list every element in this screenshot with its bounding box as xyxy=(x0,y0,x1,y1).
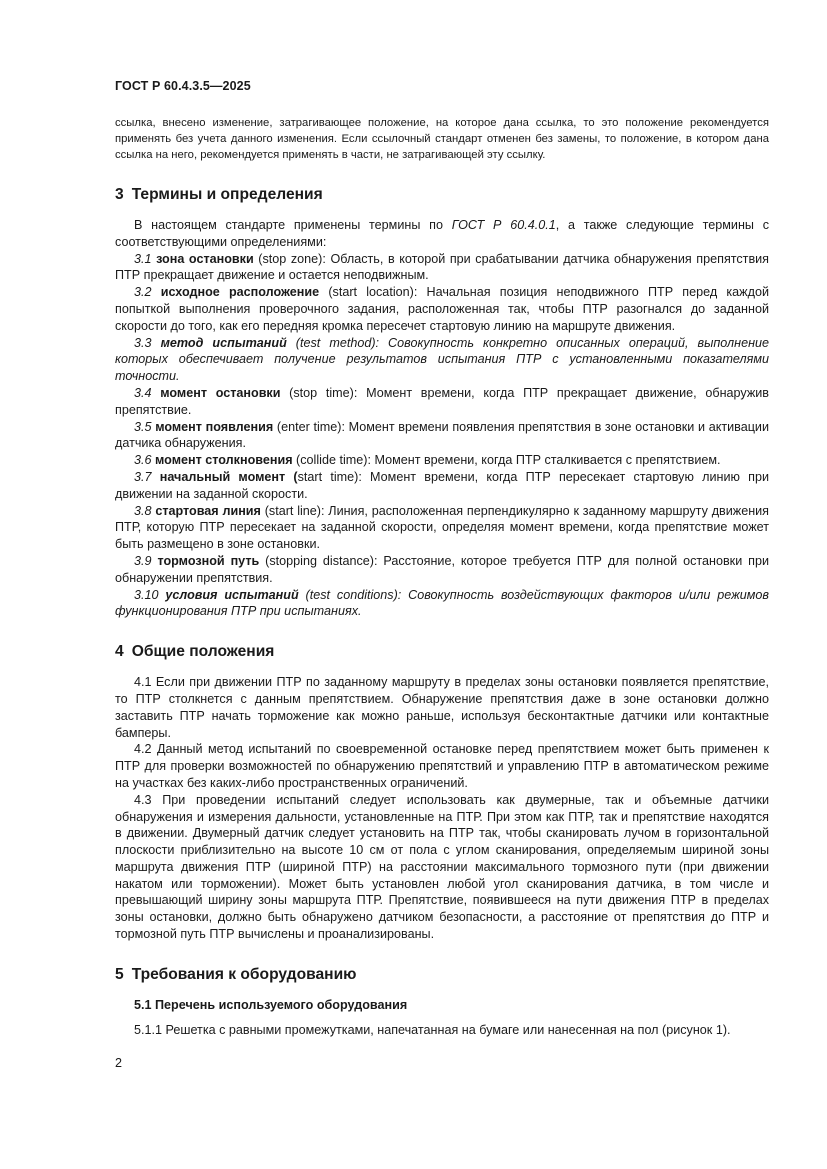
clause-paragraph: 5.1.1 Решетка с равными промежутками, напечатанная на бумаге или нанесенная на пол (рисунок 1). xyxy=(134,1022,731,1037)
section-title: Термины и определения xyxy=(131,186,323,203)
document-header: ГОСТ Р 60.4.3.5—2025 xyxy=(115,79,251,93)
term-entry: 3.1 зона остановки (stop zone): Область, в которой при срабатывании датчика обнаружения препятствия ПТР прекращает движение и остается неподвижным. xyxy=(115,251,769,283)
clause-paragraph: 4.1 Если при движении ПТР по заданному маршруту в пределах зоны остановки появляется препятствие, то ПТР столкнется с данным препятствием. Обнаружение препятствия даже в зоне остановки должно заставить ПТР начать торможение как можно раньше, используя бесконтактные датчики или контактные бамперы. xyxy=(115,675,769,740)
term-name: момент остановки xyxy=(160,385,281,400)
term-entry: 3.7 начальный момент (start time): Момент времени, когда ПТР пересекает стартовую линию при движении на заданной скорости. xyxy=(115,469,770,501)
section-5-heading xyxy=(115,965,769,985)
term-entry: 3.3 метод испытаний (test method): Совокупность конкретно описанных операций, выполнение которых обеспечивает получение результатов испытания ПТР с установленными показателями точности. xyxy=(115,335,770,384)
intro-paragraph: ссылка, внесено изменение, затрагивающее положение, на которое дана ссылка, то это положение рекомендуется применять без учета данного изменения. Если ссылочный стандарт отменен без замены, то положение, в котором дана ссылка на него, рекомендуется применять в части, не затрагивающей эту ссылку. xyxy=(115,117,769,161)
section-title: Требования к оборудованию xyxy=(131,965,357,983)
term-name: зона остановки xyxy=(156,251,254,266)
term-name: тормозной путь xyxy=(157,553,260,568)
section-number: 5 xyxy=(115,965,124,983)
standard-reference: ГОСТ Р 60.4.0.1 xyxy=(451,218,556,232)
term-name: стартовая линия xyxy=(155,503,261,518)
term-name: момент столкновения xyxy=(155,453,293,468)
term-name: момент появления xyxy=(155,419,274,434)
section-number: 4 xyxy=(115,643,124,661)
section-number: 3 xyxy=(115,186,124,203)
intro-block xyxy=(115,115,769,163)
term-name: условия испытаний xyxy=(165,587,299,602)
section-title: Общие положения xyxy=(131,643,275,661)
subsection-heading: 5.1 Перечень используемого оборудования xyxy=(134,997,408,1012)
section-3-lead: В настоящем стандарте применены термины по ГОСТ Р 60.4.0.1, а также следующие термины с соответствующими определениями: xyxy=(115,218,770,249)
clause-paragraph: 4.2 Данный метод испытаний по своевременной остановке перед препятствием может быть применен к ПТР для проверки возможностей по обнаружению препятствий и управлению ПТР в автоматическом режиме на участках без каких-либо пространственных ограничений. xyxy=(115,742,769,790)
term-entry: 3.6 момент столкновения (collide time): Момент времени, когда ПТР сталкивается с препятствием. xyxy=(134,453,721,468)
page-number: 2 xyxy=(115,1056,123,1070)
term-name: метод испытаний xyxy=(160,335,287,350)
term-name: начальный момент ( xyxy=(159,469,298,484)
term-entry: 3.5 момент появления (enter time): Момент времени появления препятствия в зоне остановки и активации датчика обнаружения. xyxy=(115,419,769,451)
term-entry: 3.8 стартовая линия (start line): Линия, расположенная перпендикулярно к заданному маршруту движения ПТР, которую ПТР пересекает на заданной скорости, определяя момент времени, когда препятствие может быть размещено в зоне остановки. xyxy=(115,503,770,552)
term-entry: 3.4 момент остановки (stop time): Момент времени, когда ПТР прекращает движение, обнаружив препятствие. xyxy=(115,385,769,417)
section-4-heading xyxy=(115,642,769,662)
document-body xyxy=(115,115,769,1038)
term-entry: 3.10 условия испытаний (test conditions): Совокупность воздействующих факторов и/или режимов функционирования ПТР при испытаниях. xyxy=(115,587,769,619)
term-entry: 3.9 тормозной путь (stopping distance): Расстояние, которое требуется ПТР для полной остановки при обнаружении препятствия. xyxy=(115,553,770,585)
clause-paragraph: 4.3 При проведении испытаний следует использовать как двумерные, так и объемные датчики обнаружения и измерения дальности, установленные на ПТР. При этом как ПТР, так и препятствие находятся в движении. Двумерный датчик следует установить на ПТР так, чтобы сканировать лучом в горизонтальной плоскости приблизительно на высоте 10 см от пола с углом сканирования, определяемым шириной зоны маршрута движения ПТР (шириной ПТР) на расстоянии максимального тормозного пути (при движении накатом или торможении). Может быть установлен любой угол сканирования датчика, в том числе и превышающий ширину зоны маршрута ПТР. Препятствие, появившееся на пути движения ПТР в пределах зоны остановки, должно быть обнаружено датчиком безопасности, а расстояние от препятствия до ПТР и тормозной путь ПТР вычислены и проанализированы. xyxy=(115,792,769,942)
section-3-heading xyxy=(115,185,769,205)
term-entry: 3.2 исходное расположение (start location): Начальная позиция неподвижного ПТР перед каждой попыткой выполнения проверочного задания, расположенная так, чтобы ПТР разогнался до заданной скорости до того, как его передняя кромка пересечет стартовую линию на маршруте движения. xyxy=(115,285,769,333)
term-name: исходное расположение xyxy=(160,285,320,300)
